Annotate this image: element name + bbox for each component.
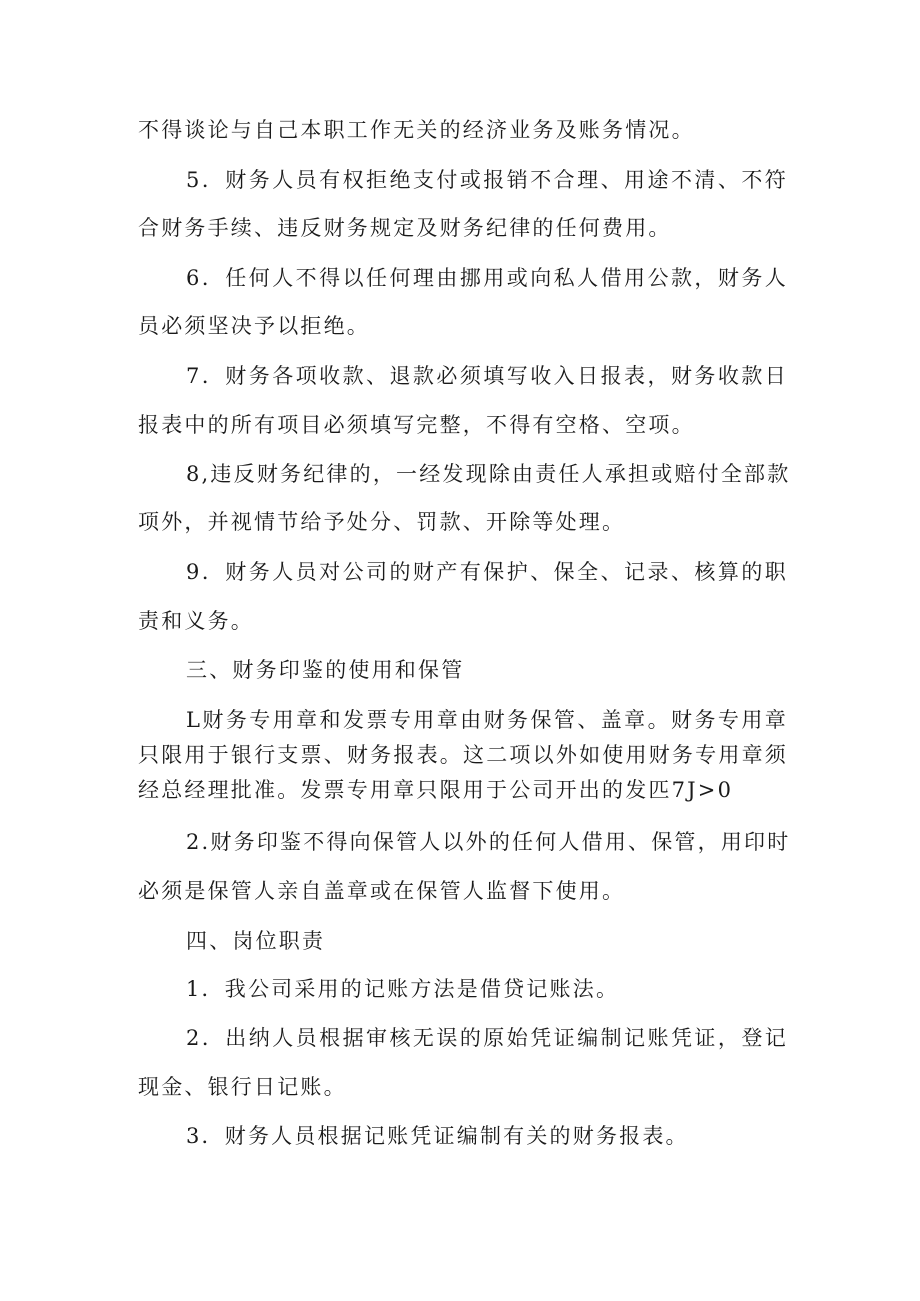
paragraph-line: 经总经理批准。发票专用章只限用于公司开出的发匹7J>0: [138, 778, 734, 802]
section-heading: 三、财务印鉴的使用和保管: [186, 658, 465, 682]
paragraph-line: 报表中的所有项目必须填写完整，不得有空格、空项。: [138, 413, 695, 437]
paragraph-line: 6．任何人不得以任何理由挪用或向私人借用公款，财务人: [186, 266, 788, 290]
paragraph-line: 必须是保管人亲自盖章或在保管人监督下使用。: [138, 879, 626, 903]
paragraph-line: 7．财务各项收款、退款必须填写收入日报表，财务收款日: [186, 364, 788, 388]
paragraph-line: 只限用于银行支票、财务报表。这二项以外如使用财务专用章须: [138, 743, 788, 767]
paragraph-line: 现金、银行日记账。: [138, 1075, 347, 1099]
paragraph-line: 不得谈论与自己本职工作无关的经济业务及账务情况。: [138, 118, 695, 142]
paragraph-line: 责和义务。: [138, 609, 254, 633]
paragraph-line: 2.财务印鉴不得向保管人以外的任何人借用、保管，用印时: [186, 830, 791, 854]
paragraph-line: 3．财务人员根据记账凭证编制有关的财务报表。: [186, 1124, 689, 1148]
paragraph-line: 5．财务人员有权拒绝支付或报销不合理、用途不清、不符: [186, 168, 788, 192]
paragraph-line: 8,违反财务纪律的，一经发现除由责任人承担或赔付全部款: [186, 462, 791, 486]
paragraph-line: 1．我公司采用的记账方法是借贷记账法。: [186, 977, 620, 1001]
paragraph-line: 9．财务人员对公司的财产有保护、保全、记录、核算的职: [186, 560, 788, 584]
paragraph-line: 2．出纳人员根据审核无误的原始凭证编制记账凭证，登记: [186, 1026, 788, 1050]
section-heading: 四、岗位职责: [186, 929, 326, 953]
paragraph-line: 项外，并视情节给予处分、罚款、开除等处理。: [138, 510, 626, 534]
paragraph-line: 合财务手续、违反财务规定及财务纪律的任何费用。: [138, 216, 672, 240]
paragraph-line: L财务专用章和发票专用章由财务保管、盖章。财务专用章: [186, 708, 788, 732]
paragraph-line: 员必须坚决予以拒绝。: [138, 314, 370, 338]
